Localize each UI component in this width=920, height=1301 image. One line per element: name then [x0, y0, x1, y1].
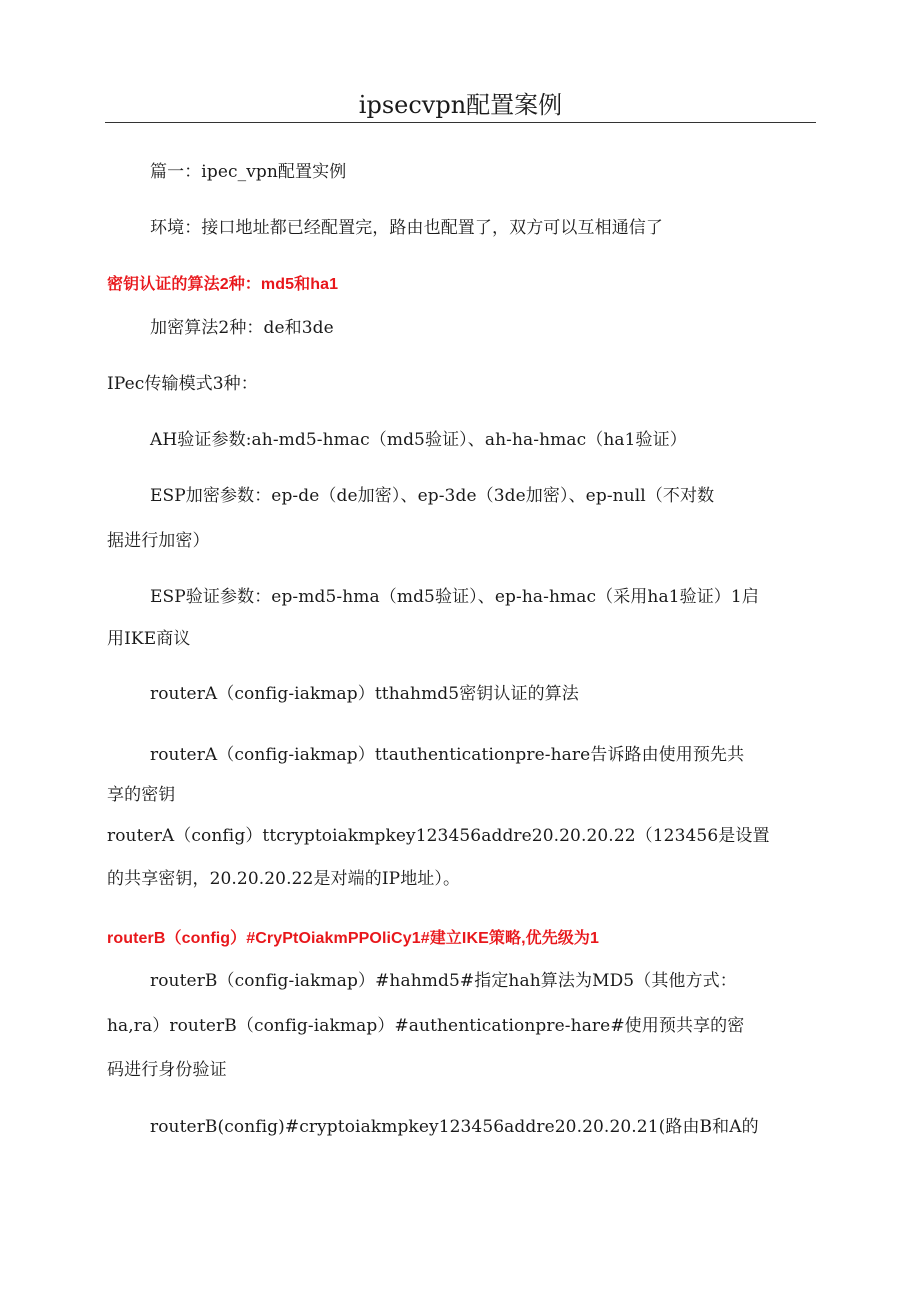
paragraph-line: routerB(config)#cryptoiakmpkey123456addre20.20.20.21(路由B和A的	[150, 1117, 759, 1137]
paragraph-line: 据进行加密）	[107, 531, 210, 551]
paragraph-line: 享的密钥	[107, 785, 176, 805]
paragraph-line: ESP验证参数：ep-md5-hma（md5验证）、ep-ha-hmac（采用ha1验证）1启	[150, 587, 759, 607]
paragraph-line: 加密算法2种：de和3de	[150, 318, 334, 338]
paragraph-line: ESP加密参数：ep-de（de加密）、ep-3de（3de加密）、ep-null（不对数	[150, 486, 715, 506]
paragraph-line: 码进行身份验证	[107, 1060, 227, 1080]
paragraph-line: 的共享密钥，20.20.20.22是对端的IP地址）。	[107, 869, 461, 889]
paragraph-line: routerA（config-iakmap）ttauthenticationpre-hare告诉路由使用预先共	[150, 745, 745, 765]
paragraph-line: 篇一：ipec_vpn配置实例	[150, 162, 347, 182]
red-heading: routerB（config）#CryPtOiakmPPOliCy1#建立IKE策略,优先级为1	[107, 930, 600, 947]
paragraph-line: ha,ra）routerB（config-iakmap）#authenticationpre-hare#使用预共享的密	[107, 1016, 745, 1036]
paragraph-line: 用IKE商议	[107, 629, 191, 649]
paragraph-line: AH验证参数:ah-md5-hmac（md5验证）、ah-ha-hmac（ha1验证）	[150, 430, 687, 450]
document-title: ipsecvpn配置案例	[358, 91, 563, 119]
red-heading: 密钥认证的算法2种：md5和ha1	[107, 276, 339, 293]
paragraph-line: IPec传输模式3种：	[107, 374, 258, 394]
title-underline	[105, 122, 816, 123]
paragraph-line: routerA（config-iakmap）tthahmd5密钥认证的算法	[150, 684, 579, 704]
paragraph-line: 环境：接口地址都已经配置完，路由也配置了，双方可以互相通信了	[150, 218, 663, 238]
paragraph-line: routerA（config）ttcryptoiakmpkey123456addre20.20.20.22（123456是设置	[107, 826, 770, 846]
paragraph-line: routerB（config-iakmap）#hahmd5#指定hah算法为MD5（其他方式：	[150, 971, 737, 991]
